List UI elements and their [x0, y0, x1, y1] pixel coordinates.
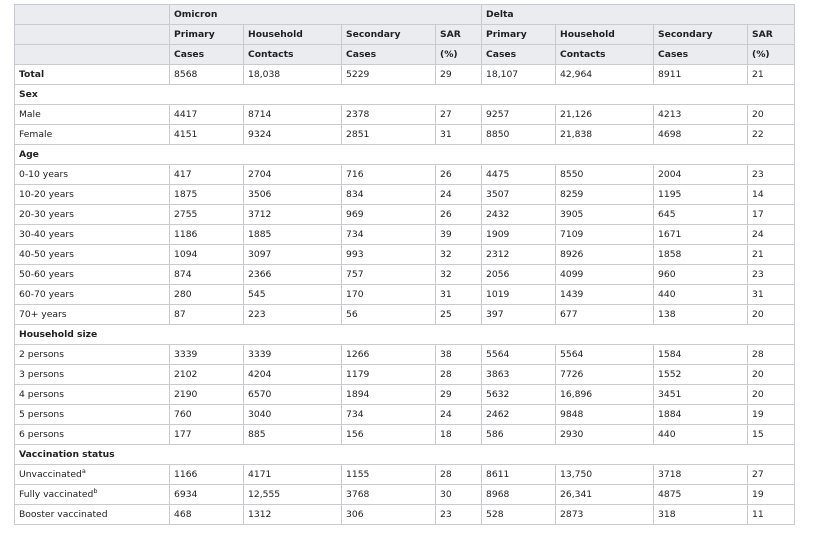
table-cell: 1266	[342, 345, 436, 365]
table-cell: 2056	[482, 265, 556, 285]
row-label-cell	[15, 245, 170, 265]
table-cell: 30	[436, 485, 482, 505]
table-cell: 645	[654, 205, 748, 225]
footnote-marker: a	[81, 467, 86, 475]
table-cell: 1155	[342, 465, 436, 485]
row-label-cell	[15, 265, 170, 285]
column-header: Cases	[482, 45, 556, 65]
table-cell: 1875	[170, 185, 244, 205]
table-cell: 25	[436, 305, 482, 325]
table-cell: 1584	[654, 345, 748, 365]
table-cell: 3451	[654, 385, 748, 405]
table-cell: 2755	[170, 205, 244, 225]
table-cell: 20	[748, 305, 795, 325]
row-label-cell	[15, 385, 170, 405]
footnote-marker: b	[93, 487, 98, 495]
table-cell: 1179	[342, 365, 436, 385]
table-cell: 734	[342, 405, 436, 425]
table-cell: 29	[436, 65, 482, 85]
table-row	[15, 365, 795, 385]
column-header: Household	[244, 25, 342, 45]
table-cell: 874	[170, 265, 244, 285]
row-label-cell	[15, 105, 170, 125]
row-label: 20-30 years	[19, 209, 74, 220]
table-row	[15, 285, 795, 305]
table-cell: 24	[436, 185, 482, 205]
table-cell: 26,341	[556, 485, 654, 505]
column-header: Contacts	[556, 45, 654, 65]
header-empty-cell	[15, 25, 170, 45]
table-cell: 9257	[482, 105, 556, 125]
table-cell: 440	[654, 285, 748, 305]
table-cell: 4099	[556, 265, 654, 285]
table-cell: 3768	[342, 485, 436, 505]
table-cell: 468	[170, 505, 244, 525]
table-cell: 4875	[654, 485, 748, 505]
row-label: Fully vaccinated	[19, 489, 94, 500]
table-row	[15, 185, 795, 205]
row-label-cell	[15, 465, 170, 485]
table-cell: 18,038	[244, 65, 342, 85]
table-cell: 18,107	[482, 65, 556, 85]
table-cell: 3507	[482, 185, 556, 205]
column-header: Secondary	[342, 25, 436, 45]
table-row	[15, 105, 795, 125]
table-cell: 28	[436, 465, 482, 485]
column-header: Household	[556, 25, 654, 45]
table-cell: 23	[748, 165, 795, 185]
table-cell: 8611	[482, 465, 556, 485]
table-cell: 2366	[244, 265, 342, 285]
table-cell: 760	[170, 405, 244, 425]
table-cell: 18	[436, 425, 482, 445]
table-cell: 734	[342, 225, 436, 245]
table-cell: 39	[436, 225, 482, 245]
row-label-cell	[15, 405, 170, 425]
table-cell: 1019	[482, 285, 556, 305]
row-label: 0-10 years	[19, 169, 69, 180]
table-cell: 3506	[244, 185, 342, 205]
table-cell: 6934	[170, 485, 244, 505]
table-cell: 1884	[654, 405, 748, 425]
table-header	[15, 5, 795, 65]
table-cell: 586	[482, 425, 556, 445]
section-label: Household size	[15, 325, 795, 345]
table-cell: 1195	[654, 185, 748, 205]
row-label-cell	[15, 345, 170, 365]
table-cell: 28	[748, 345, 795, 365]
section-label: Vaccination status	[15, 445, 795, 465]
table-cell: 19	[748, 405, 795, 425]
table-cell: 22	[748, 125, 795, 145]
table-cell: 138	[654, 305, 748, 325]
table-cell: 2462	[482, 405, 556, 425]
table-row	[15, 485, 795, 505]
table-cell: 7109	[556, 225, 654, 245]
table-cell: 4171	[244, 465, 342, 485]
table-row	[15, 385, 795, 405]
table-cell: 177	[170, 425, 244, 445]
table-cell: 2704	[244, 165, 342, 185]
table-cell: 27	[436, 105, 482, 125]
table-cell: 4475	[482, 165, 556, 185]
table-cell: 5564	[556, 345, 654, 365]
table-cell: 21,126	[556, 105, 654, 125]
row-label-cell	[15, 205, 170, 225]
table-cell: 21	[748, 65, 795, 85]
table-cell: 545	[244, 285, 342, 305]
column-header: (%)	[436, 45, 482, 65]
header-group-omicron: Omicron	[170, 5, 482, 25]
row-label: 10-20 years	[19, 189, 74, 200]
table-row	[15, 405, 795, 425]
table-cell: 716	[342, 165, 436, 185]
table-cell: 1186	[170, 225, 244, 245]
table-cell: 4151	[170, 125, 244, 145]
row-label-cell	[15, 505, 170, 525]
row-label: 6 persons	[19, 429, 65, 440]
table-cell: 306	[342, 505, 436, 525]
table-cell: 1894	[342, 385, 436, 405]
table-cell: 4417	[170, 105, 244, 125]
table-cell: 8911	[654, 65, 748, 85]
table-cell: 5229	[342, 65, 436, 85]
table-cell: 3905	[556, 205, 654, 225]
results-table	[14, 4, 795, 525]
row-label-cell	[15, 65, 170, 85]
table-cell: 2851	[342, 125, 436, 145]
table-cell: 23	[748, 265, 795, 285]
table-row	[15, 305, 795, 325]
table-row	[15, 465, 795, 485]
column-header: SAR	[748, 25, 795, 45]
table-cell: 2432	[482, 205, 556, 225]
table-cell: 20	[748, 385, 795, 405]
table-cell: 834	[342, 185, 436, 205]
table-cell: 9848	[556, 405, 654, 425]
table-cell: 8968	[482, 485, 556, 505]
table-cell: 14	[748, 185, 795, 205]
table-cell: 12,555	[244, 485, 342, 505]
table-cell: 31	[436, 285, 482, 305]
table-cell: 38	[436, 345, 482, 365]
table-cell: 3040	[244, 405, 342, 425]
column-header: Cases	[654, 45, 748, 65]
row-label: 3 persons	[19, 369, 65, 380]
row-label: 4 persons	[19, 389, 65, 400]
header-empty-cell	[15, 5, 170, 25]
table-cell: 993	[342, 245, 436, 265]
table-cell: 1885	[244, 225, 342, 245]
table-row	[15, 425, 795, 445]
table-cell: 960	[654, 265, 748, 285]
table-cell: 2873	[556, 505, 654, 525]
table-row	[15, 165, 795, 185]
table-cell: 4204	[244, 365, 342, 385]
table-cell: 7726	[556, 365, 654, 385]
table-cell: 17	[748, 205, 795, 225]
table-cell: 8568	[170, 65, 244, 85]
table-cell: 3712	[244, 205, 342, 225]
column-header: Contacts	[244, 45, 342, 65]
table-cell: 6570	[244, 385, 342, 405]
table-row	[15, 505, 795, 525]
table-cell: 4698	[654, 125, 748, 145]
table-cell: 170	[342, 285, 436, 305]
table-cell: 3863	[482, 365, 556, 385]
table-cell: 28	[436, 365, 482, 385]
column-header: Primary	[482, 25, 556, 45]
row-label-cell	[15, 485, 170, 505]
table-cell: 20	[748, 365, 795, 385]
row-label: Female	[19, 129, 53, 140]
table-row	[15, 205, 795, 225]
table-cell: 8850	[482, 125, 556, 145]
table-cell: 32	[436, 245, 482, 265]
row-label: Unvaccinated	[19, 469, 82, 480]
table-row	[15, 225, 795, 245]
table-cell: 1439	[556, 285, 654, 305]
table-cell: 31	[436, 125, 482, 145]
table-cell: 29	[436, 385, 482, 405]
table-cell: 27	[748, 465, 795, 485]
row-label: Total	[19, 69, 45, 80]
table-cell: 15	[748, 425, 795, 445]
header-empty-cell	[15, 45, 170, 65]
table-cell: 969	[342, 205, 436, 225]
table-cell: 1671	[654, 225, 748, 245]
table-cell: 26	[436, 165, 482, 185]
table-cell: 885	[244, 425, 342, 445]
table-cell: 397	[482, 305, 556, 325]
table-cell: 1552	[654, 365, 748, 385]
section-row	[15, 445, 795, 465]
table-cell: 223	[244, 305, 342, 325]
table-row	[15, 345, 795, 365]
table-cell: 23	[436, 505, 482, 525]
row-label-cell	[15, 185, 170, 205]
row-label-cell	[15, 305, 170, 325]
table-cell: 1909	[482, 225, 556, 245]
header-group-row	[15, 5, 795, 25]
row-label-cell	[15, 285, 170, 305]
row-label-cell	[15, 125, 170, 145]
table-cell: 318	[654, 505, 748, 525]
row-label: 2 persons	[19, 349, 65, 360]
table-cell: 1166	[170, 465, 244, 485]
table-cell: 1858	[654, 245, 748, 265]
table-cell: 3718	[654, 465, 748, 485]
row-label-cell	[15, 225, 170, 245]
column-header: SAR	[436, 25, 482, 45]
table-cell: 21,838	[556, 125, 654, 145]
section-label: Sex	[15, 85, 795, 105]
table-cell: 156	[342, 425, 436, 445]
table-cell: 42,964	[556, 65, 654, 85]
table-cell: 5564	[482, 345, 556, 365]
table-cell: 440	[654, 425, 748, 445]
table-row	[15, 245, 795, 265]
row-label: 5 persons	[19, 409, 65, 420]
table-cell: 8550	[556, 165, 654, 185]
section-row	[15, 325, 795, 345]
row-label: 50-60 years	[19, 269, 74, 280]
table-cell: 677	[556, 305, 654, 325]
row-label: 40-50 years	[19, 249, 74, 260]
table-cell: 417	[170, 165, 244, 185]
table-cell: 19	[748, 485, 795, 505]
row-label: 70+ years	[19, 309, 67, 320]
row-label-cell	[15, 365, 170, 385]
header-group-delta: Delta	[482, 5, 795, 25]
table-cell: 8259	[556, 185, 654, 205]
table-row	[15, 125, 795, 145]
table-row	[15, 65, 795, 85]
column-header: Primary	[170, 25, 244, 45]
table-cell: 24	[748, 225, 795, 245]
section-row	[15, 85, 795, 105]
table-cell: 3097	[244, 245, 342, 265]
table-cell: 8714	[244, 105, 342, 125]
row-label: Male	[19, 109, 41, 120]
row-label-cell	[15, 165, 170, 185]
table-cell: 280	[170, 285, 244, 305]
table-cell: 9324	[244, 125, 342, 145]
table-body	[15, 65, 795, 525]
header-row-1	[15, 25, 795, 45]
table-cell: 26	[436, 205, 482, 225]
table-cell: 3339	[244, 345, 342, 365]
row-label: Booster vaccinated	[19, 509, 108, 520]
table-cell: 32	[436, 265, 482, 285]
section-label: Age	[15, 145, 795, 165]
row-label: 60-70 years	[19, 289, 74, 300]
table-cell: 21	[748, 245, 795, 265]
table-cell: 757	[342, 265, 436, 285]
section-row	[15, 145, 795, 165]
table-cell: 4213	[654, 105, 748, 125]
table-cell: 20	[748, 105, 795, 125]
table-cell: 13,750	[556, 465, 654, 485]
table-cell: 24	[436, 405, 482, 425]
column-header: Cases	[342, 45, 436, 65]
table-cell: 8926	[556, 245, 654, 265]
table-cell: 5632	[482, 385, 556, 405]
table-cell: 11	[748, 505, 795, 525]
row-label: 30-40 years	[19, 229, 74, 240]
table-cell: 2930	[556, 425, 654, 445]
table-cell: 2312	[482, 245, 556, 265]
table-cell: 31	[748, 285, 795, 305]
table-cell: 2378	[342, 105, 436, 125]
table-cell: 2190	[170, 385, 244, 405]
table-cell: 56	[342, 305, 436, 325]
table-cell: 528	[482, 505, 556, 525]
column-header: Cases	[170, 45, 244, 65]
table-cell: 2004	[654, 165, 748, 185]
table-cell: 1094	[170, 245, 244, 265]
table-cell: 2102	[170, 365, 244, 385]
column-header: (%)	[748, 45, 795, 65]
table-cell: 87	[170, 305, 244, 325]
table-cell: 1312	[244, 505, 342, 525]
table-cell: 3339	[170, 345, 244, 365]
column-header: Secondary	[654, 25, 748, 45]
header-row-2	[15, 45, 795, 65]
table-row	[15, 265, 795, 285]
table-cell: 16,896	[556, 385, 654, 405]
row-label-cell	[15, 425, 170, 445]
